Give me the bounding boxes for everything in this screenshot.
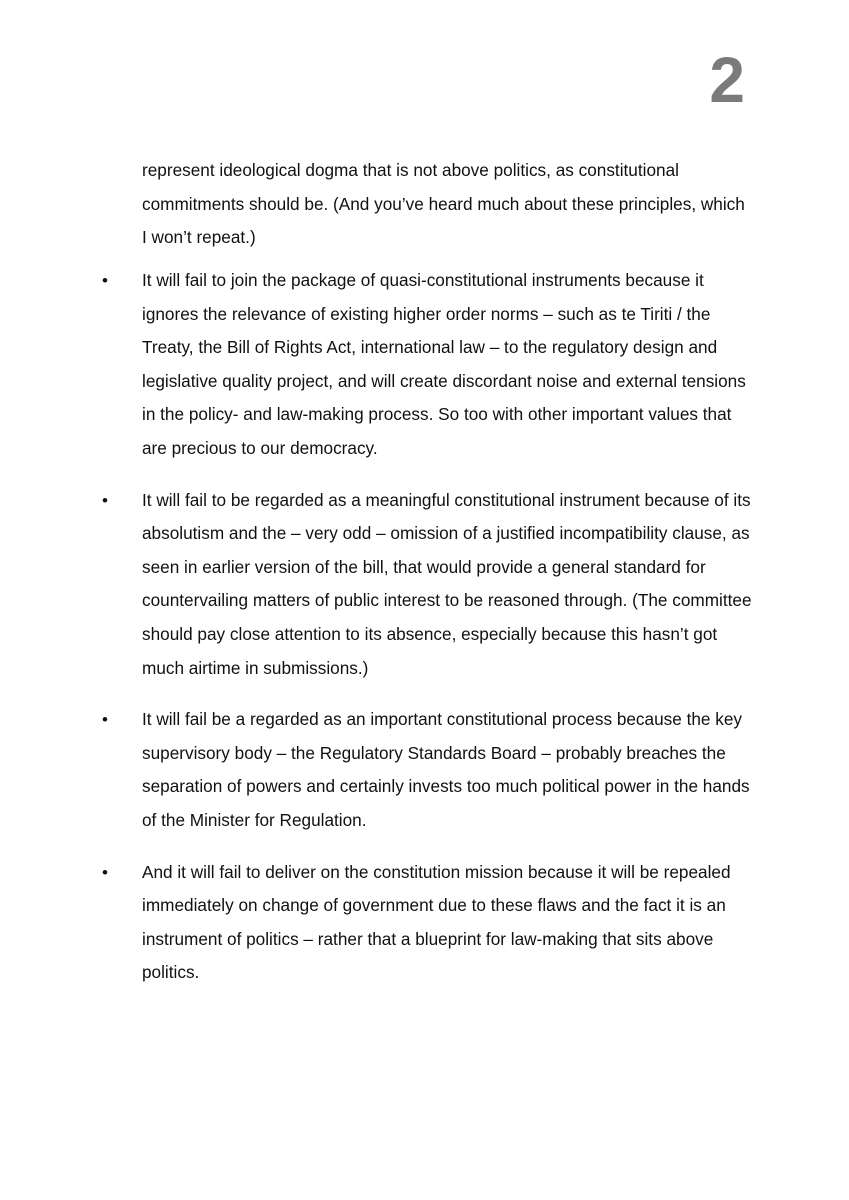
- page-number: 2: [709, 44, 745, 116]
- bullet-text: It will fail to be regarded as a meaningful constitutional instrument because of its absolutism and the – very odd – omission of a justified incompatibility clause, as seen in earlier version of the bill, that would provide a general standard for countervailing matters of public interest to be reasoned through. (The committee should pay close attention to its absence, especially because this hasn’t got much airtime in submissions.): [142, 489, 752, 678]
- bullet-text: It will fail to join the package of quasi-constitutional instruments because it ignores the relevance of existing higher order norms – such as te Tiriti / the Treaty, the Bill of Rights Act, international law – to the regulatory design and legislative quality project, and will create discordant noise and external tensions in the policy- and law-making process. So too with other important values that are precious to our democracy.: [142, 270, 746, 458]
- bullet-text: It will fail be a regarded as an important constitutional process because the key supervisory body – the Regulatory Standards Board – probably breaches the separation of powers and certainly invests too much political power in the hands of the Minister for Regulation.: [142, 709, 750, 830]
- bullet-item: [0, 264, 849, 466]
- bullet-icon: •: [102, 271, 108, 290]
- bullet-icon: •: [102, 710, 108, 730]
- bullet-item: [0, 856, 849, 990]
- bullet-list: [0, 264, 849, 1008]
- bullet-item: [0, 484, 849, 686]
- bullet-icon: •: [102, 862, 108, 882]
- bullet-icon: •: [102, 490, 108, 510]
- bullet-text: And it will fail to deliver on the constitution mission because it will be repealed immediately on change of government due to these flaws and the fact it is an instrument of politics – rather that a blueprint for law-making that sits above politics.: [142, 861, 731, 983]
- continuation-paragraph: represent ideological dogma that is not above politics, as constitutional commitments should be. (And you’ve heard much about these principles, which I won’t repeat.): [142, 160, 745, 248]
- bullet-item: [0, 703, 849, 837]
